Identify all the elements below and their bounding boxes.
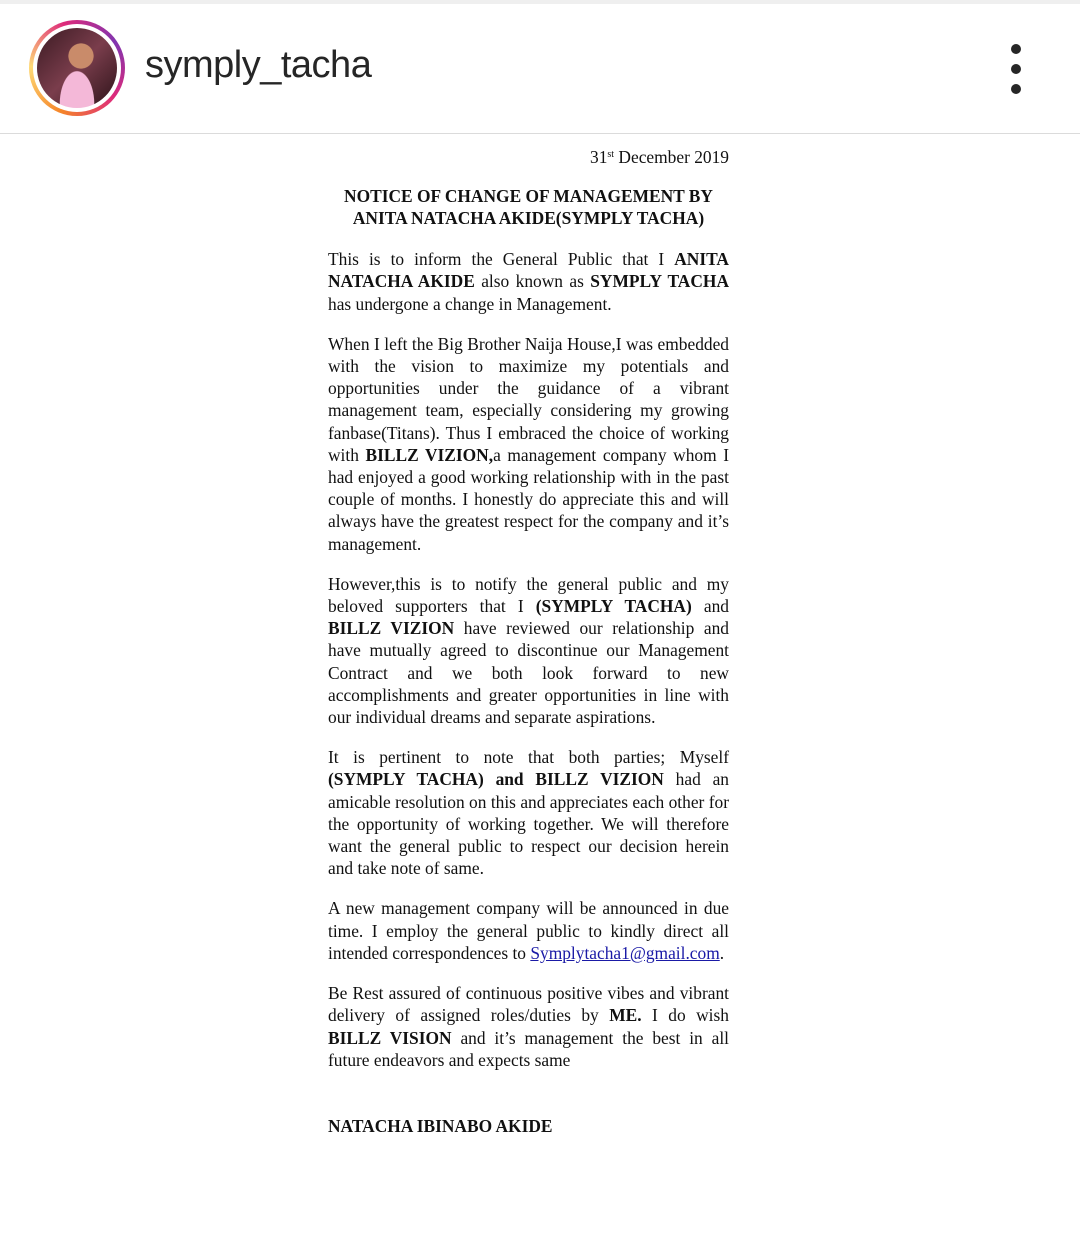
- title-line: NOTICE OF CHANGE OF MANAGEMENT BY: [344, 186, 713, 207]
- bold-text: SYMPLY TACHA: [590, 271, 730, 292]
- text: have reviewed our relationship and have mutually agreed to discontinue our Management Contract and we both look forward to new accomplishments and greater opportunities in line with our individual dreams and separate aspirations.: [328, 618, 729, 728]
- post-header: [0, 4, 1080, 134]
- text: has undergone a change in Management.: [328, 293, 612, 314]
- avatar[interactable]: [29, 20, 125, 116]
- more-options-icon-dot: [1011, 84, 1021, 94]
- paragraph-5: [328, 897, 729, 964]
- profile-avatar-icon: [37, 28, 117, 108]
- more-options-icon: [1011, 44, 1021, 54]
- bold-text: BILLZ VIZION: [328, 618, 455, 639]
- text: a management company whom I had enjoyed a good working relationship with in the past couple of months. I honestly do appreciate this and will always have the greatest respect for the company and it’s management.: [328, 444, 730, 554]
- text: Be Rest assured of continuous positive vibes and vibrant delivery of assigned roles/duties by: [328, 983, 729, 1026]
- bold-text: ANITA NATACHA AKIDE: [328, 249, 729, 292]
- bold-text: BILLZ VIZION,: [365, 444, 494, 465]
- text: .: [719, 942, 725, 963]
- bold-text: (SYMPLY TACHA): [535, 596, 692, 617]
- bold-text: ME.: [609, 1005, 642, 1026]
- post-image-document: [328, 140, 729, 1137]
- date-month-year: December 2019: [614, 147, 729, 167]
- title-line: ANITA NATACHA AKIDE(SYMPLY TACHA): [352, 208, 705, 229]
- paragraph-3: [328, 573, 729, 728]
- paragraph-2: [328, 333, 729, 555]
- document-date: [328, 144, 729, 168]
- document-title: [328, 185, 729, 229]
- username-link[interactable]: symply_tacha: [145, 44, 372, 86]
- paragraph-4: [328, 746, 729, 879]
- text: and it’s management the best in all future endeavors and expects same: [328, 1027, 729, 1070]
- more-options-button[interactable]: [1004, 44, 1028, 94]
- more-options-icon-dot: [1011, 64, 1021, 74]
- text: had an amicable resolution on this and appreciates each other for the opportunity of working together. We will therefore want the general public to respect our decision herein and take note of same.: [328, 769, 729, 879]
- paragraph-1: [328, 248, 729, 315]
- bold-text: (SYMPLY TACHA) and BILLZ VIZION: [328, 769, 664, 790]
- text: I do wish: [641, 1005, 729, 1026]
- text: This is to inform the General Public that I: [328, 249, 675, 270]
- paragraph-6: [328, 982, 729, 1071]
- email-link[interactable]: Symplytacha1@gmail.com: [530, 942, 720, 963]
- text: and: [691, 596, 729, 617]
- signature: NATACHA IBINABO AKIDE: [328, 1115, 553, 1136]
- date-day: 31: [590, 147, 608, 167]
- text: also known as: [474, 271, 591, 292]
- text: When I left the Big Brother Naija House,I was embedded with the vision to maximize my potentials and opportunities under the guidance of a vibrant management team, especially considering my growing fanbase(Titans). Thus I embraced the choice of working with: [328, 333, 729, 465]
- text: However,this is to notify the general public and my beloved supporters that I: [328, 573, 729, 617]
- text: A new management company will be announced in due time. I employ the general public to kindly direct all intended correspondences to: [328, 898, 729, 963]
- bold-text: BILLZ VISION: [328, 1027, 452, 1048]
- avatar-frame: [33, 24, 121, 112]
- date-suffix: st: [607, 149, 615, 160]
- text: It is pertinent to note that both parties; Myself: [328, 747, 729, 768]
